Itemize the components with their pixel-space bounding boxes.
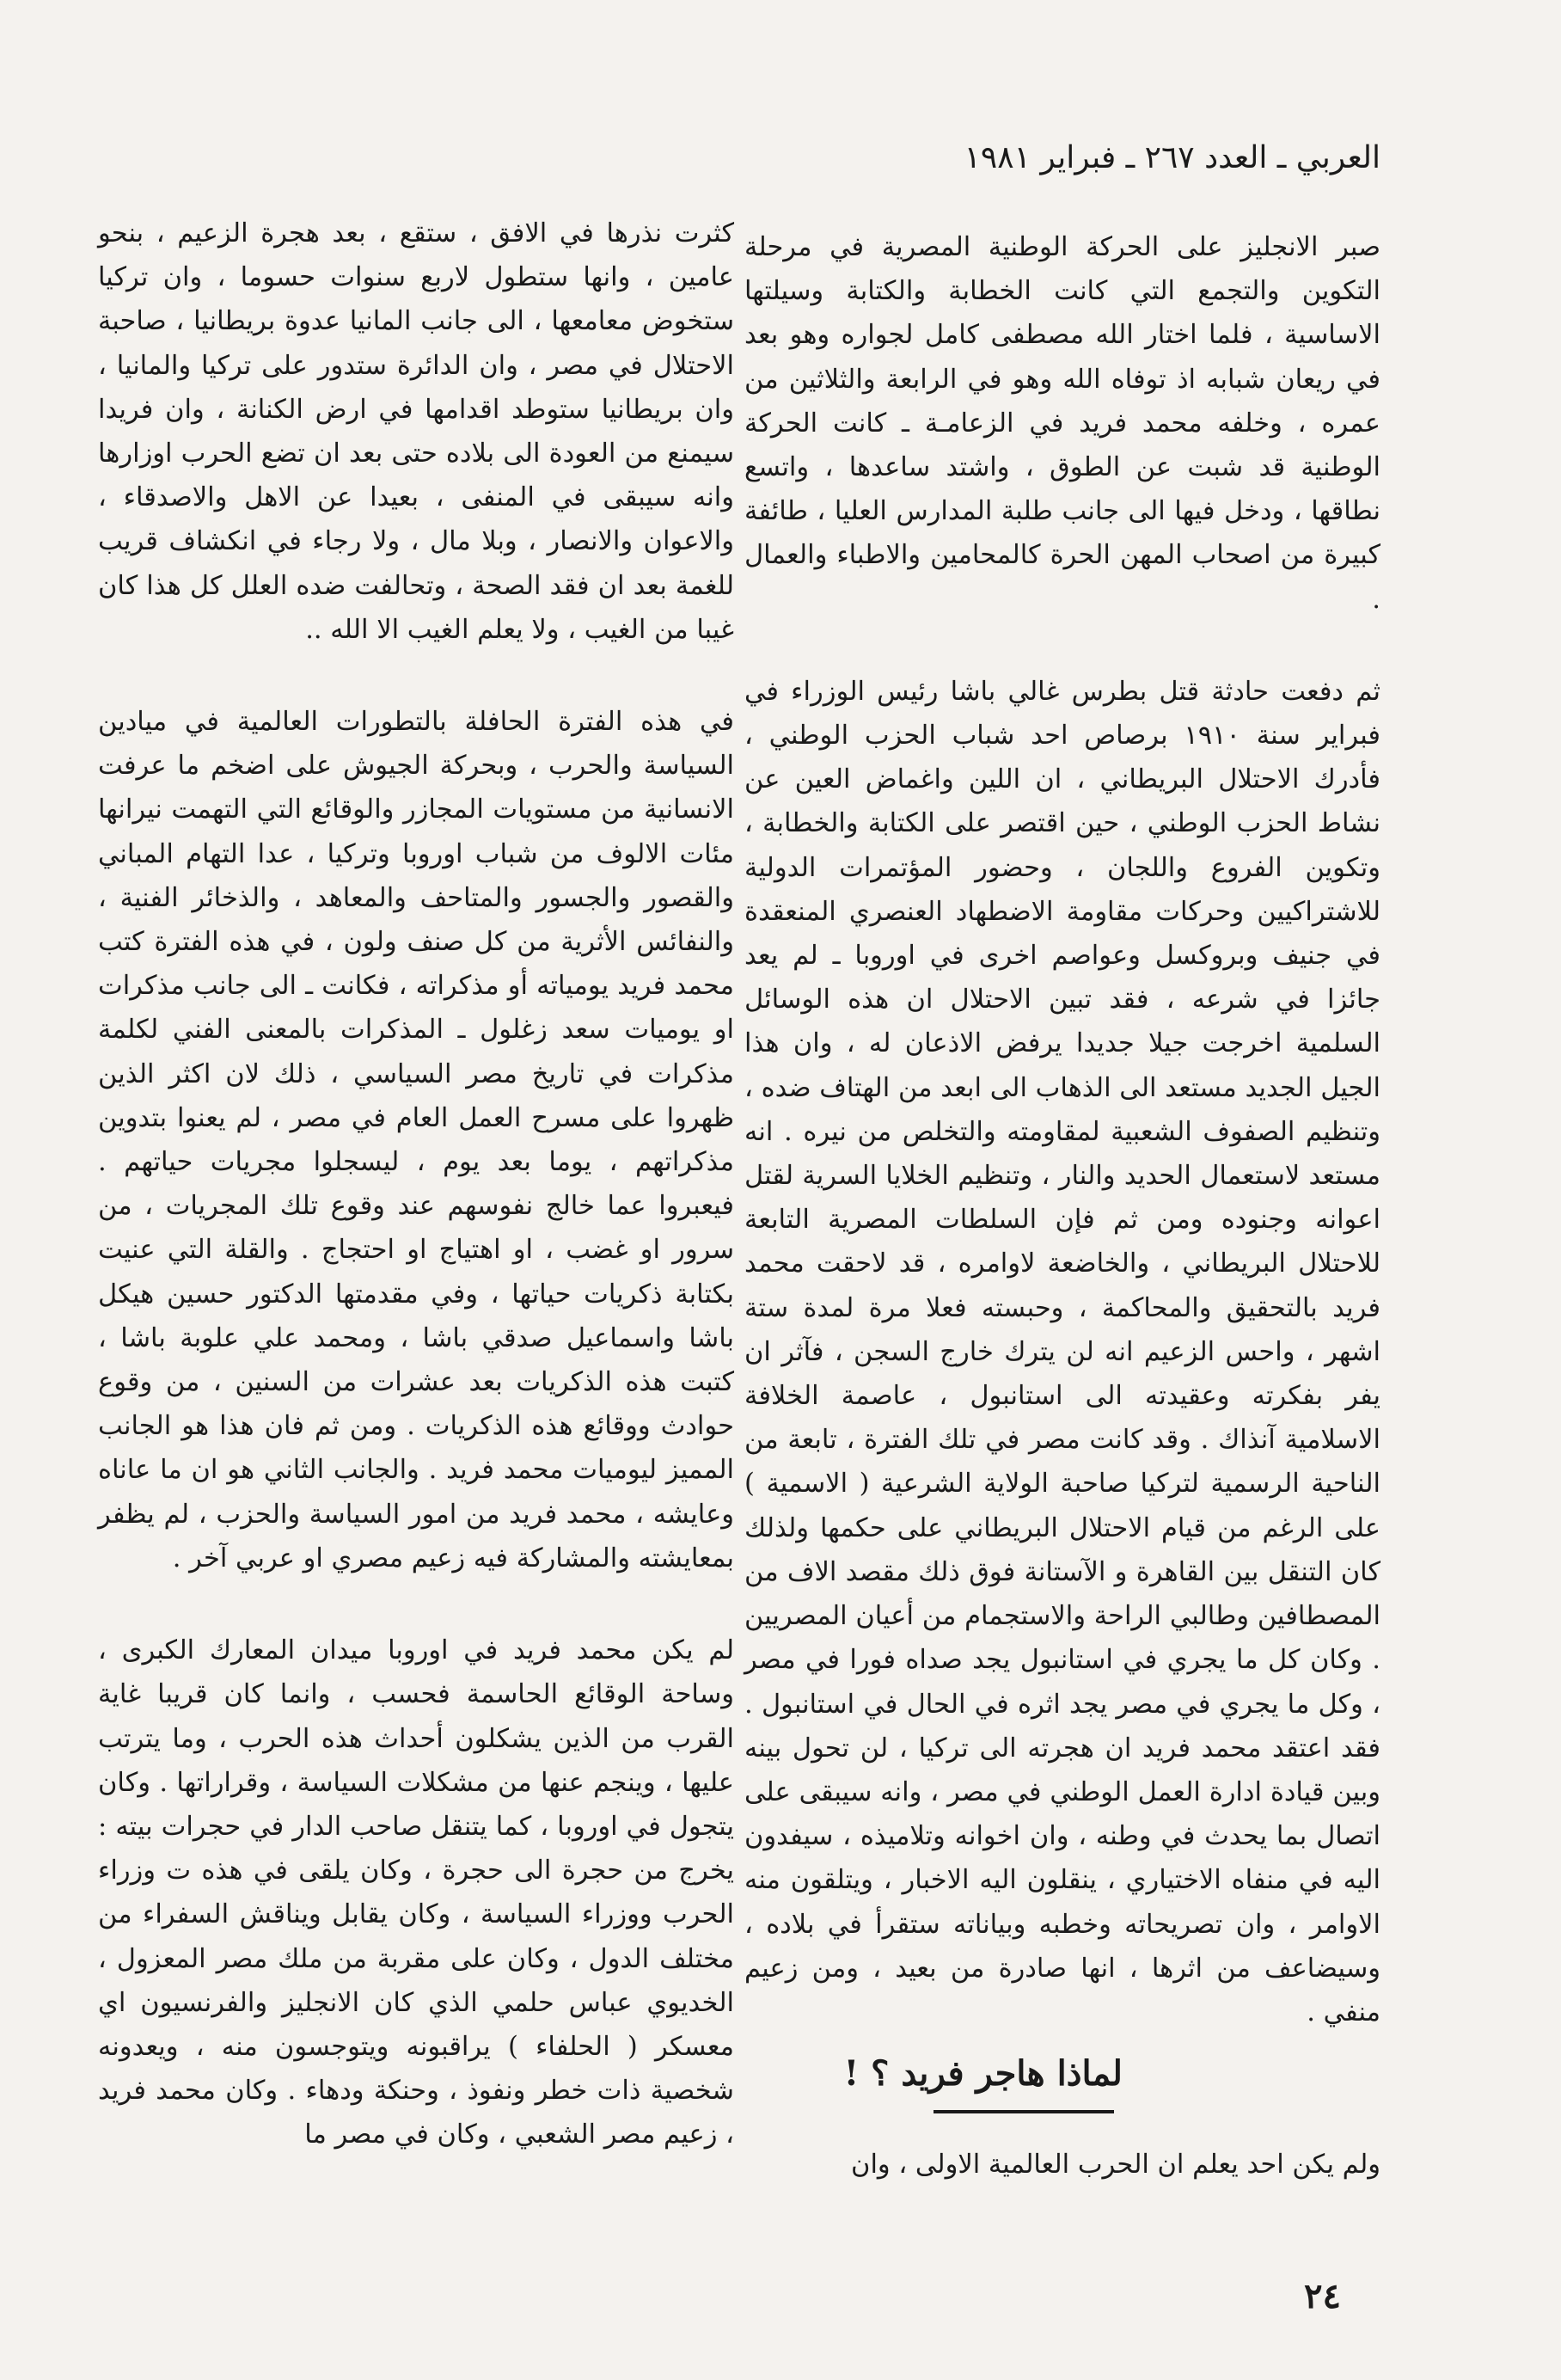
section-heading: لماذا هاجر فريد ؟ !: [843, 2053, 1123, 2095]
left-paragraph-1: كثرت نذرها في الافق ، ستقع ، بعد هجرة الزعيم ، بنحو عامين ، وانها ستطول لاربع سنوات حسوما ، وان تركيا ستخوض معامعها ، الى جانب المانيا عدوة بريطانيا ، صاحبة الاحتلال في مصر ، وان الدائرة ستدور على تركيا والمانيا ، وان بريطانيا ستوطد اقدامها في ارض الكنانة ، وان فريدا سيمنع من العودة الى بلاده حتى بعد ان تضع الحرب اوزارها وانه سيبقى في المنفى ، بعيدا عن الاهل والاصدقاء ، والاعوان والانصار ، وبلا مال ، ولا رجاء في انكشاف قريب للغمة بعد ان فقد الصحة ، وتحالفت ضده العلل كل هذا كان غيبا من الغيب ، ولا يعلم الغيب الا الله ..: [98, 218, 735, 645]
left-column: [98, 212, 734, 2157]
heading-underline: [934, 2110, 1114, 2113]
right-column: [744, 225, 1380, 2187]
left-paragraph-3: لم يكن محمد فريد في اوروبا ميدان المعارك الكبرى ، وساحة الوقائع الحاسمة فحسب ، وانما كان قريبا غاية القرب من الذين يشكلون أحداث هذه الحرب ، وما يترتب عليها ، وينجم عنها من مشكلات السياسة ، وقراراتها . وكان يتجول في اوروبا ، كما يتنقل صاحب الدار في حجرات بيته : يخرج من حجرة الى حجرة ، وكان يلقى في هذه ت وزراء الحرب ووزراء السياسة ، وكان يقابل ويناقش السفراء من مختلف الدول ، وكان على مقربة من ملك مصر المعزول ، الخديوي عباس حلمي الذي كان الانجليز والفرنسيون اي معسكر ( الحلفاء ) يراقبونه ويتوجسون منه ، ويعدونه شخصية ذات خطر ونفوذ ، وحنكة ودهاء . وكان محمد فريد ، زعيم مصر الشعبي ، وكان في مصر ما: [98, 1635, 734, 2150]
right-paragraph-1: صبر الانجليز على الحركة الوطنية المصرية في مرحلة التكوين والتجمع التي كانت الخطابة والكتابة وسيلتها الاساسية ، فلما اختار الله مصطفى كامل لجواره وهو بعد في ريعان شبابه اذ توفاه الله وهو في الرابعة والثلاثين من عمره ، وخلفه محمد فريد في الزعامـة ـ كانت الحركة الوطنية قد شبت عن الطوق ، واشتد ساعدها ، واتسع نطاقها ، ودخل فيها الى جانب طلبة المدارس العليا ، طائفة كبيرة من اصحاب المهن الحرة كالمحامين والاطباء والعمال .: [744, 232, 1380, 615]
running-header: العربي ـ العدد ٢٦٧ ـ فبراير ١٩٨١: [964, 140, 1380, 175]
right-paragraph-3: ولم يكن احد يعلم ان الحرب العالمية الاولى ، وان: [851, 2150, 1380, 2181]
left-paragraph-2: في هذه الفترة الحافلة بالتطورات العالمية في ميادين السياسة والحرب ، وبحركة الجيوش على اضخم ما عرفت الانسانية من مستويات المجازر والوقائع التي التهمت نيرانها مئات الالوف من شباب اوروبا وتركيا ، عدا التهام المباني والقصور والجسور والمتاحف والمعاهد ، والذخائر الفنية ، والنفائس الأثرية من كل صنف ولون ، في هذه الفترة كتب محمد فريد يومياته أو مذكراته ، فكانت ـ الى جانب مذكرات او يوميات سعد زغلول ـ المذكرات بالمعنى الفني لكلمة مذكرات في تاريخ مصر السياسي ، ذلك لان اكثر الذين ظهروا على مسرح العمل العام في مصر ، لم يعنوا بتدوين مذكراتهم ، يوما بعد يوم ، ليسجلوا مجريات حياتهم . فيعبروا عما خالج نفوسهم عند وقوع تلك المجريات ، من سرور او غضب ، او اهتياج او احتجاج . والقلة التي عنيت بكتابة ذكريات حياتها ، وفي مقدمتها الدكتور حسين هيكل باشا واسماعيل صدقي باشا ، ومحمد علي علوبة باشا ، كتبت هذه الذكريات بعد عشرات من السنين ، من وقوع حوادث ووقائع هذه الذكريات . ومن ثم فان هذا هو الجانب المميز ليوميات محمد فريد . والجانب الثاني هو ان ما عاناه وعايشه ، محمد فريد من امور السياسة والحزب ، لم يظفر بمعايشته والمشاركة فيه زعيم مصري او عربي آخر .: [98, 707, 734, 1573]
right-paragraph-2: ثم دفعت حادثة قتل بطرس غالي باشا رئيس الوزراء في فبراير سنة ١٩١٠ برصاص احد شباب الحزب الوطني ، فأدرك الاحتلال البريطاني ، ان اللين واغماض العين عن نشاط الحزب الوطني ، حين اقتصر على الكتابة والخطابة ، وتكوين الفروع واللجان ، وحضور المؤتمرات الدولية للاشتراكيين وحركات مقاومة الاضطهاد العنصري المنعقدة في جنيف وبروكسل وعواصم اخرى في اوروبا ـ لم يعد جائزا في شرعه ، فقد تبين الاحتلال ان هذه الوسائل السلمية اخرجت جيلا جديدا يرفض الاذعان له ، وان هذا الجيل الجديد مستعد الى الذهاب الى ابعد من الهتاف ضده ، وتنظيم الصفوف الشعبية لمقاومته والتخلص من نيره . انه مستعد لاستعمال الحديد والنار ، وتنظيم الخلايا السرية لقتل اعوانه وجنوده ومن ثم فإن السلطات المصرية التابعة للاحتلال البريطاني ، والخاضعة لاوامره ، قد لاحقت محمد فريد بالتحقيق والمحاكمة ، وحبسته فعلا مرة لمدة ستة اشهر ، واحس الزعيم انه لن يترك خارج السجن ، فآثر ان يفر بفكرته وعقيدته الى استانبول ، عاصمة الخلافة الاسلامية آنذاك . وقد كانت مصر في تلك الفترة ، تابعة من الناحية الرسمية لتركيا صاحبة الولاية الشرعية ( الاسمية ) على الرغم من قيام الاحتلال البريطاني على حكمها ولذلك كان التنقل بين القاهرة و الآستانة فوق ذلك مقصد الاف من المصطافين وطالبي الراحة والاستجمام من أعيان المصريين . وكان كل ما يجري في استانبول يجد صداه فورا في مصر ، وكل ما يجري في مصر يجد اثره في الحال في استانبول . فقد اعتقد محمد فريد ان هجرته الى تركيا ، لن تحول بينه وبين قيادة ادارة العمل الوطني في مصر ، وانه سيبقى على اتصال بما يحدث في وطنه ، وان اخوانه وتلاميذه ، سيفدون اليه في منفاه الاختياري ، ينقلون اليه الاخبار ، ويتلقون منه الاوامر ، وان تصريحاته وخطبه وبياناته ستقرأ في بلاده ، وسيضاعف من اثرها ، انها صادرة من بعيد ، ومن زعيم منفي .: [744, 676, 1381, 2027]
page-number: ٢٤: [1304, 2276, 1341, 2316]
